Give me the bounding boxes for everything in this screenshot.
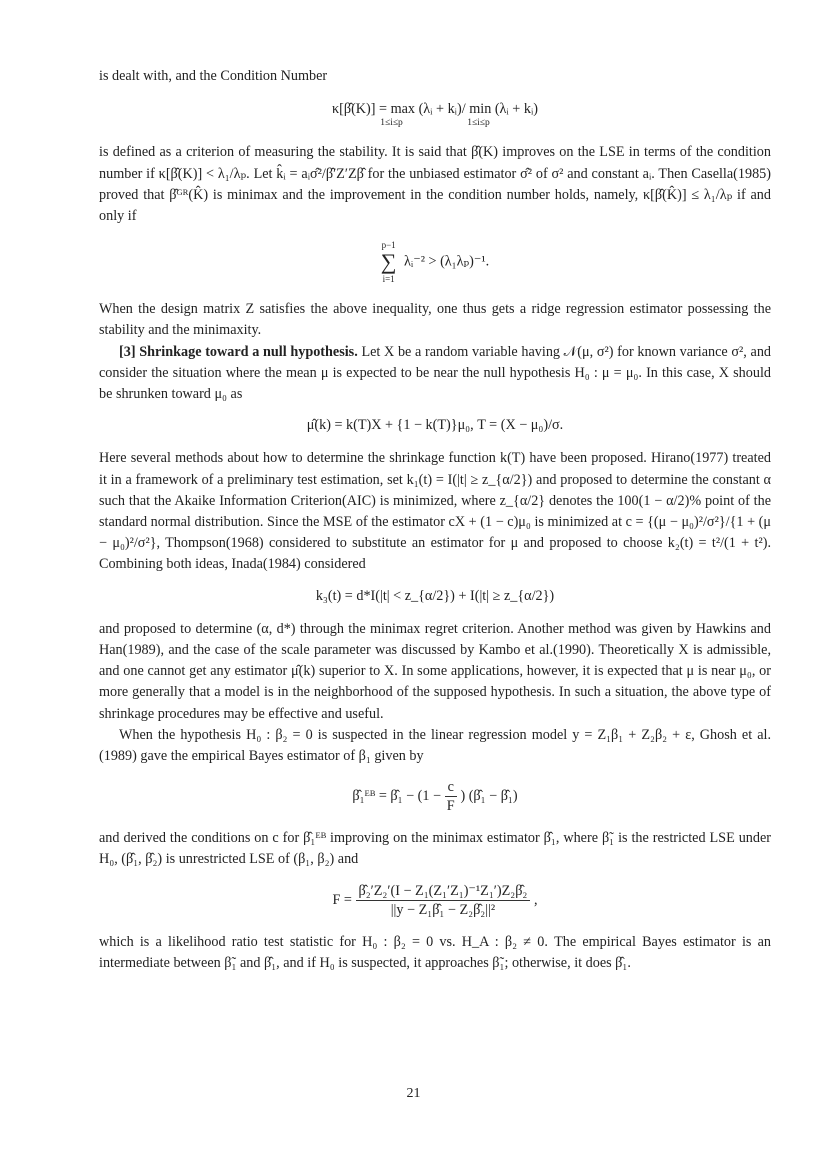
paragraph-shrinkage [99, 342, 771, 406]
F-numerator: β̂₂′Z₂′(I − Z₁(Z₁′Z₁)⁻¹Z₁′)Z₂β̂₂ [356, 883, 531, 901]
F-tail: , [533, 891, 538, 908]
paragraph-minimax-regret: and proposed to determine (α, d*) through the minimax regret criterion. Another method was given by Hawkins and Han(1989), and the case of the scale parameter was discussed by Kambo et al.(1990). Theoretically X is admissible, and one cannot get any estimator μ̂(k) superior to X. In some applications, however, it is expected that μ is near μ₀, or more generally that a model is in the neighborhood of the supposed hypothesis. In such a situation, the above type of shrinkage procedures may be effective and useful. [99, 620, 771, 722]
equation-limit-left: 1≤i≤p [380, 118, 403, 129]
equation-shrinkage: μ̂(k) = k(T)X + {1 − k(T)}μ₀, T = (X − μ₀)/σ. [306, 417, 564, 434]
F-left: F = [332, 891, 352, 908]
eb-fraction-numerator: c [445, 779, 457, 797]
paragraph-hypothesis: When the hypothesis H₀ : β₂ = 0 is suspected in the linear regression model y = Z₁β₁ + Z₂β₂ + ε, Ghosh et al.(1989) gave the empirical Bayes estimator of β₁ given by [99, 726, 771, 765]
paper-page [99, 66, 771, 974]
eb-right: ) (β̂₁ − β̂₁) [460, 788, 518, 805]
paragraph-intro: is dealt with, and the Condition Number [99, 68, 328, 84]
equation-limit-right: 1≤i≤p [467, 118, 490, 129]
eb-fraction-denominator: F [446, 798, 455, 815]
paragraph-shrinkage-text: Let X be a random variable having 𝒩(μ, σ²) for known variance σ², and consider the situation where the mean μ is expected to be near the null hypothesis H₀ : μ = μ₀. In this case, X should be shrunken toward μ₀ as [99, 343, 772, 403]
equation-k3: k₃(t) = d*I(|t| < z_{α/2}) + I(|t| ≥ z_{α/2}) [315, 587, 555, 604]
equation-condition-text: κ[β̂(K)] = max (λᵢ + kᵢ)/ min (λᵢ + kᵢ) [331, 101, 538, 118]
section-heading: [3] Shrinkage toward a null hypothesis. [119, 343, 358, 360]
equation-empirical-bayes [99, 779, 771, 814]
equation-condition-limits [99, 118, 771, 128]
sigma-glyph: ∑ [380, 249, 397, 275]
equation-F-statistic [99, 883, 771, 918]
paragraph-likelihood: which is a likelihood ratio test statistic for H₀ : β₂ = 0 vs. H_A : β₂ ≠ 0. The empirical Bayes estimator is an intermediate between β̃₁ and β̂₁, and if H₀ is suspected, it approaches β̃₁; otherwise, it does β̂₁. [99, 933, 771, 971]
equation-condition-number [99, 99, 771, 128]
paragraph-design-matrix: When the design matrix Z satisfies the above inequality, one thus gets a ridge regression estimator possessing the stability and the minimaxity. [99, 301, 771, 339]
eb-fraction [445, 779, 457, 814]
paragraph-condition: is defined as a criterion of measuring the stability. It is said that β̂(K) improves on the LSE in terms of the condition number if κ[β̂(K)] < λ₁/λₚ. Let k̂ᵢ = aᵢσ̂²/β̂′Z′Zβ̂ for the unbiased estimator σ̂² of σ² and constant aᵢ. Then Casella(1985) proved that β̂ᴳᴿ(K̂) is minimax and the improvement in the condition number holds, namely, κ[β̂(K̂)] ≤ λ₁/λₚ if and only if [99, 144, 771, 225]
equation-sum [99, 239, 771, 285]
paragraph-methods: Here several methods about how to determine the shrinkage function k(T) have been proposed. Hirano(1977) treated it in a framework of a preliminary test estimation, set k₁(t) = I(|t| ≥ z_{α/2}) and proposed to determine the constant α such that the Akaike Information Criterion(AIC) is minimized, where z_{α/2} denotes the 100(1 − α/2)% point of the standard normal distribution. Since the MSE of the estimator cX + (1 − c)μ₀ is minimized at c = {(μ − μ₀)²/σ²}/{1 + (μ − μ₀)²/σ²}, Thompson(1968) considered to substitute an estimator for μ and proposed to choose k₂(t) = t²/(1 + t²). Combining both ideas, Inada(1984) considered [99, 450, 771, 573]
sum-body: λᵢ⁻² > (λ₁λₚ)⁻¹. [404, 253, 490, 270]
sum-lower-limit: i=1 [382, 274, 395, 285]
F-denominator: ||y − Z₁β̂₁ − Z₂β̂₂||² [390, 901, 496, 918]
summation-symbol [381, 239, 397, 285]
sum-upper-limit: p−1 [381, 240, 396, 251]
page-number: 21 [406, 1086, 421, 1101]
eb-left: β̂₁ᴱᴮ = β̂₁ − [352, 788, 415, 805]
paragraph-conditions: and derived the conditions on c for β̂₁ᴱᴮ improving on the minimax estimator β̂₁, where β̃₁ is the restricted LSE under H₀, (β̂₁, β̂₂) is unrestricted LSE of (β₁, β₂) and [99, 830, 771, 868]
eb-paren-pre: (1 − [417, 788, 442, 805]
F-fraction [356, 883, 531, 918]
